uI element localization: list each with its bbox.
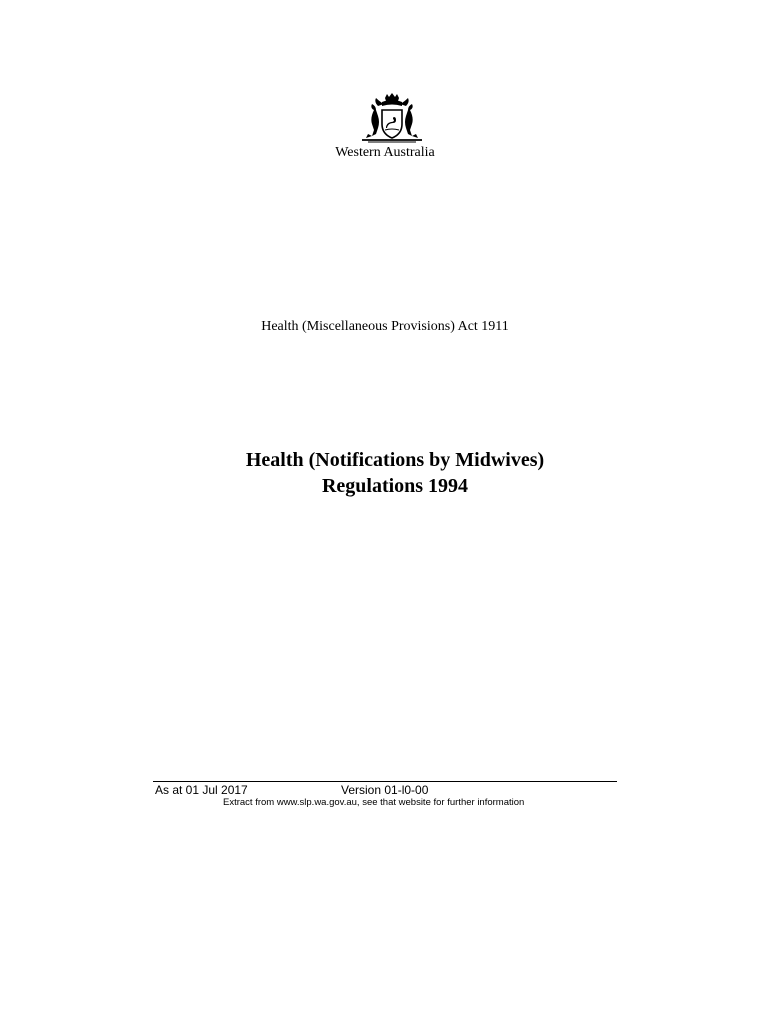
footer-extract-note: Extract from www.slp.wa.gov.au, see that website for further information	[223, 797, 525, 808]
footer-divider	[153, 781, 617, 782]
coat-of-arms-icon	[358, 92, 426, 144]
document-title-line-1: Health (Notifications by Midwives)	[245, 449, 545, 471]
footer-version: Version 01-l0-00	[341, 783, 429, 797]
document-title	[0, 447, 770, 499]
document-title-line-2: Regulations 1994	[321, 475, 469, 497]
enabling-act: Health (Miscellaneous Provisions) Act 1911	[261, 319, 509, 334]
jurisdiction-name: Western Australia	[335, 145, 435, 160]
footer-as-at-date: As at 01 Jul 2017	[155, 783, 248, 797]
